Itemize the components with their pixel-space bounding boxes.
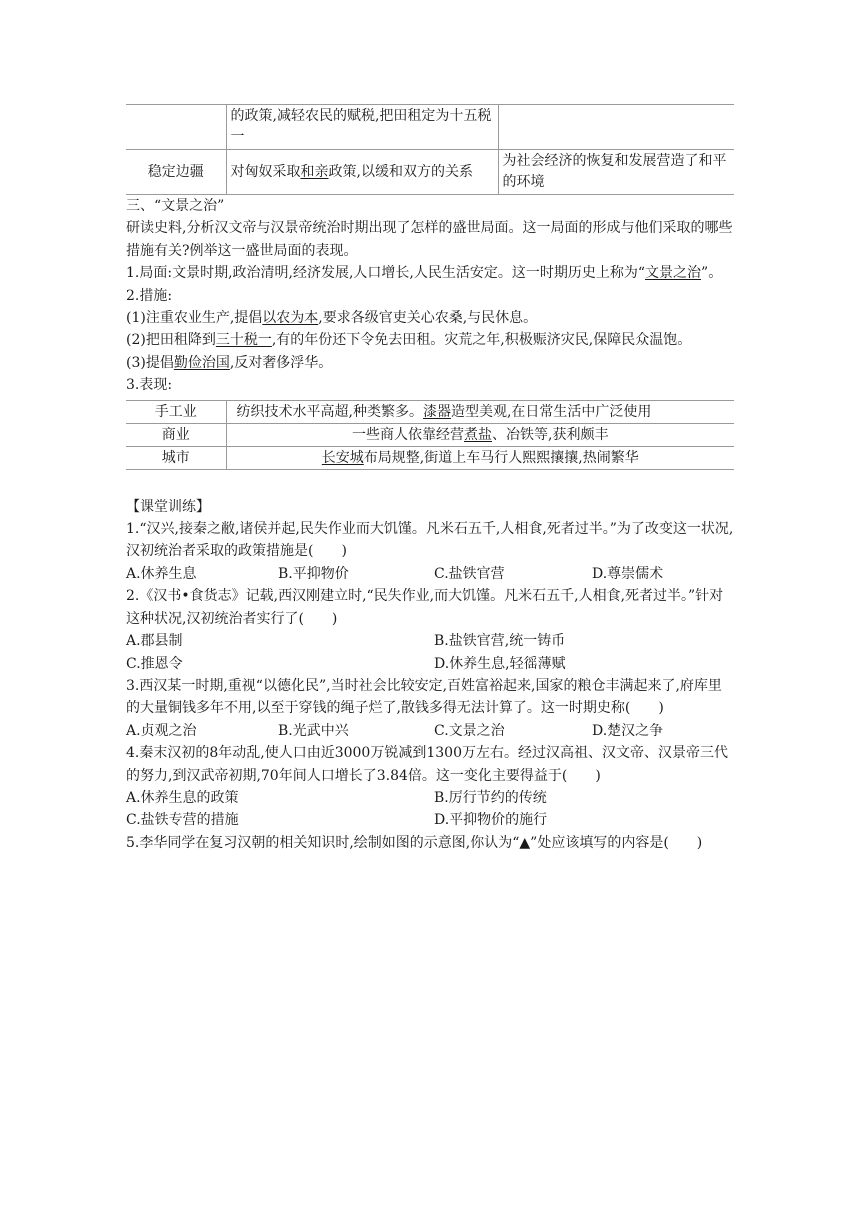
paragraph-situation (126, 262, 734, 284)
cell-text: 对匈奴采取 (230, 163, 301, 180)
table-cell: 城市 (126, 446, 226, 469)
table-cell: 商业 (126, 423, 226, 446)
option[interactable]: D.平抑物价的施行 (434, 812, 548, 829)
option[interactable]: A.郡县制 (126, 633, 183, 650)
paragraph-text: (2)把田租降到 (126, 332, 216, 349)
option[interactable]: A.休养生息的政策 (126, 789, 239, 806)
paragraph-text: (1)注重农业生产,提倡 (126, 310, 263, 327)
underlined-term: 煮盐 (464, 426, 493, 443)
document-page (126, 104, 734, 854)
question-stem: 1.“汉兴,接秦之敝,诸侯并起,民失作业而大饥馑。凡米石五千,人相食,死者过半。”为了改变这一状况,汉初统治者采取的政策措施是( ) (126, 521, 734, 560)
table-row (126, 400, 734, 423)
question-5 (126, 832, 734, 854)
option-row (126, 630, 734, 652)
table-cell (226, 400, 734, 423)
question-2 (126, 585, 734, 675)
underlined-term: 漆器 (422, 403, 451, 420)
underlined-term: 长安城 (321, 449, 364, 466)
cell-text: 布局规整,街道上车马行人熙熙攘攘,热闹繁华 (363, 449, 639, 466)
measure-1 (126, 307, 734, 329)
paragraph-text: ,有的年份还下令免去田租。灾荒之年,积极赈济灾民,保障民众温饱。 (271, 332, 692, 349)
cell-text: 造型美观,在日常生活中广泛使用 (450, 403, 652, 420)
table-cell (226, 105, 498, 150)
section-prompt: 研读史料,分析汉文帝与汉景帝统治时期出现了怎样的盛世局面。这一局面的形成与他们采取的哪些措施有关?例举这一盛世局面的表现。 (126, 220, 733, 259)
underlined-term: 以农为本 (262, 310, 319, 327)
option[interactable]: B.光武中兴 (278, 722, 349, 739)
question-stem: 3.西汉某一时期,重视“以德化民”,当时社会比较安定,百姓富裕起来,国家的粮仓丰满起来了,府库里的大量铜钱多年不用,以至于穿钱的绳子烂了,散钱多得无法计算了。这一时期史称( ) (126, 677, 722, 717)
question-stem: 5.李华同学在复习汉朝的相关知识时,绘制如图的示意图,你认为“▲”处应该填写的内容是( ) (126, 834, 703, 851)
option-row (126, 787, 734, 809)
option[interactable]: B.平抑物价 (278, 565, 349, 582)
question-stem: 2.《汉书•食货志》记载,西汉刚建立时,“民失作业,而大饥馑。凡米石五千,人相食,死者过半。”针对这种状况,汉初统治者实行了( ) (126, 588, 724, 627)
paragraph-text: ”。 (701, 265, 723, 282)
table-cell (498, 105, 734, 150)
option[interactable]: C.盐铁专营的措施 (126, 812, 239, 829)
question-1 (126, 518, 734, 585)
option-row (126, 809, 734, 831)
underlined-term: 和亲 (300, 163, 329, 180)
table-cell (226, 446, 734, 469)
measure-3 (126, 352, 734, 374)
cell-text: 、冶铁等,获利颇丰 (492, 426, 609, 443)
option[interactable]: C.盐铁官营 (434, 565, 505, 582)
option[interactable]: D.休养生息,轻徭薄赋 (434, 655, 566, 672)
cell-text: 一些商人依靠经营 (352, 426, 465, 443)
performance-table (126, 400, 734, 470)
question-3 (126, 675, 734, 742)
option-row (126, 653, 734, 675)
option[interactable]: A.休养生息 (126, 565, 197, 582)
section-heading: 三、“文景之治” (126, 198, 225, 214)
cell-text: 纺织技术水平高超,种类繁多。 (236, 403, 423, 420)
table-cell: 稳定边疆 (126, 150, 226, 195)
cell-text: 政策,以缓和双方的关系 (328, 163, 473, 180)
table-row (126, 423, 734, 446)
table-cell (226, 423, 734, 446)
underlined-term: 文景之治 (645, 265, 702, 282)
option[interactable]: C.推恩令 (126, 655, 183, 672)
option[interactable]: A.贞观之治 (126, 722, 197, 739)
table-cell (226, 150, 498, 195)
policy-table (126, 104, 734, 195)
table-cell: 手工业 (126, 400, 226, 423)
underlined-term: 勤俭治国 (173, 354, 230, 371)
measure-2 (126, 329, 734, 351)
paragraph-text: (3)提倡 (126, 354, 174, 371)
question-stem: 4.秦末汉初的8年动乱,使人口由近3000万锐减到1300万左右。经过汉高祖、汉文帝、汉景帝三代的努力,到汉武帝初期,70年间人口增长了3.84倍。这一变化主要得益于( ) (126, 745, 728, 784)
table-cell (126, 105, 226, 150)
training-heading: 【课堂训练】 (126, 498, 210, 515)
paragraph-text: 1.局面:文景时期,政治清明,经济发展,人口增长,人民生活安定。这一时期历史上称为“ (126, 265, 646, 282)
paragraph-performance-title: 3.表现: (126, 377, 173, 394)
option-row (126, 563, 734, 585)
table-row (126, 446, 734, 469)
underlined-term: 三十税一 (215, 332, 272, 349)
cell-text: 的政策,减轻农民的赋税,把田租定为十五税一 (230, 108, 492, 145)
question-4 (126, 742, 734, 832)
paragraph-measures-title: 2.措施: (126, 287, 173, 304)
table-cell: 为社会经济的恢复和发展营造了和平的环境 (498, 150, 734, 195)
table-row (126, 105, 734, 150)
option[interactable]: B.厉行节约的传统 (434, 789, 547, 806)
option[interactable]: C.文景之治 (434, 722, 505, 739)
paragraph-text: ,反对奢侈浮华。 (229, 354, 333, 371)
option[interactable]: B.盐铁官营,统一铸币 (434, 633, 566, 650)
paragraph-text: ,要求各级官吏关心农桑,与民休息。 (318, 310, 538, 327)
option[interactable]: D.尊崇儒术 (592, 565, 664, 582)
option[interactable]: D.楚汉之争 (592, 722, 664, 739)
table-row (126, 150, 734, 195)
option-row (126, 720, 734, 742)
